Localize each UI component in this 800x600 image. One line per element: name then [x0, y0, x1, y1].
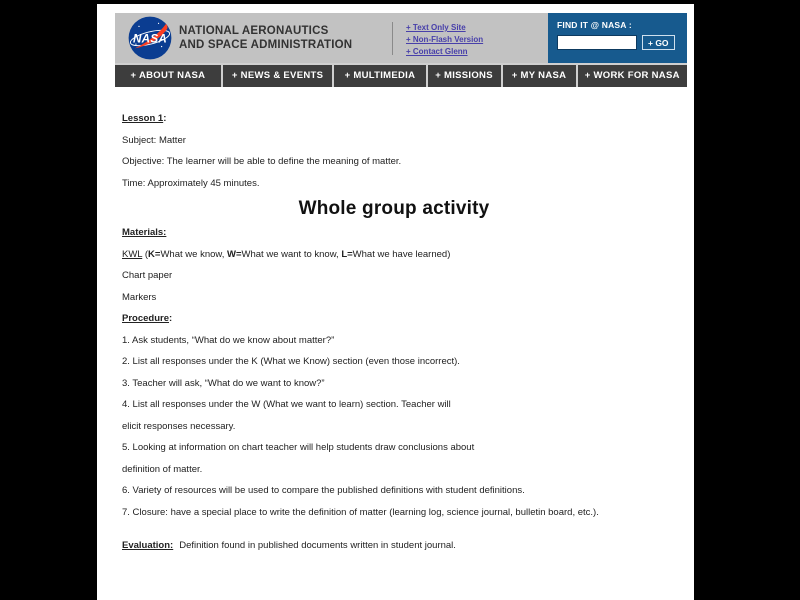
procedure-step: 1. Ask students, “What do we know about matter?” [122, 334, 335, 346]
procedure-step: 3. Teacher will ask, “What do we want to know?” [122, 377, 325, 389]
nasa-meatball-icon [128, 16, 172, 60]
nav-work-for-nasa[interactable]: + WORK FOR NASA [578, 65, 687, 87]
search-row [557, 35, 678, 50]
activity-heading: Whole group activity [298, 198, 490, 219]
procedure-label: Procedure: [122, 313, 173, 324]
procedure-step: 5. Looking at information on chart teacher will help students draw conclusions about [122, 442, 475, 453]
evaluation-label: Evaluation: [122, 539, 174, 551]
non-flash-version-link[interactable]: + Non-Flash Version [406, 35, 484, 44]
page [97, 4, 694, 600]
nav-about-nasa[interactable]: + ABOUT NASA [115, 65, 221, 87]
agency-name [179, 24, 352, 52]
material-item-chart-paper: Chart paper [122, 270, 173, 281]
search-input[interactable] [557, 35, 637, 50]
lesson-label: Lesson 1 [122, 113, 164, 124]
evaluation-line [122, 540, 666, 552]
time-line: Time: Approximately 45 minutes. [122, 177, 260, 189]
kwl-term: KWL [122, 248, 143, 260]
nav-my-nasa[interactable]: + MY NASA [503, 65, 576, 87]
procedure-step-continuation: elicit responses necessary. [122, 420, 236, 432]
material-item-markers: Markers [122, 291, 157, 303]
main-nav [115, 63, 687, 87]
evaluation-text: Definition found in published documents written in student journal. [179, 539, 456, 551]
contact-glenn-link[interactable]: + Contact Glenn [406, 47, 468, 56]
objective-line: Objective: The learner will be able to define the meaning of matter. [122, 156, 402, 167]
materials-label: Materials: [122, 227, 167, 238]
text-only-site-link[interactable]: + Text Only Site [406, 23, 466, 32]
quick-links [406, 22, 483, 57]
go-button[interactable]: + GO [642, 35, 675, 50]
lesson-document [97, 87, 694, 552]
subject-line: Subject: Matter [122, 134, 186, 146]
nav-multimedia[interactable]: + MULTIMEDIA [334, 65, 425, 87]
header-divider [392, 22, 393, 55]
nav-missions[interactable]: + MISSIONS [428, 65, 501, 87]
svg-text:NASA: NASA [132, 32, 168, 46]
procedure-step-continuation: definition of matter. [122, 463, 203, 475]
lesson-title [122, 113, 666, 125]
procedure-step: 4. List all responses under the W (What we want to learn) section. Teacher will [122, 399, 451, 410]
agency-line2: AND SPACE ADMINISTRATION [179, 39, 353, 51]
procedure-step: 2. List all responses under the K (What we Know) section (even those incorrect). [122, 356, 460, 367]
lesson-colon: : [163, 113, 167, 124]
find-it-label: FIND IT @ NASA : [557, 20, 632, 30]
find-it-box [548, 13, 687, 63]
nav-news-events[interactable]: + NEWS & EVENTS [223, 65, 332, 87]
procedure-step: 6. Variety of resources will be used to compare the published definitions with student definitions. [122, 485, 525, 496]
kwl-line: KWL (K=What we know, W=What we want to know, L=What we have learned) [122, 248, 451, 260]
procedure-step: 7. Closure: have a special place to write the definition of matter (learning log, science journal, bulletin board, etc.). [122, 506, 599, 518]
nasa-masthead [115, 13, 687, 63]
agency-line1: NATIONAL AERONAUTICS [179, 25, 329, 37]
nasa-logo-icon[interactable] [128, 16, 172, 60]
